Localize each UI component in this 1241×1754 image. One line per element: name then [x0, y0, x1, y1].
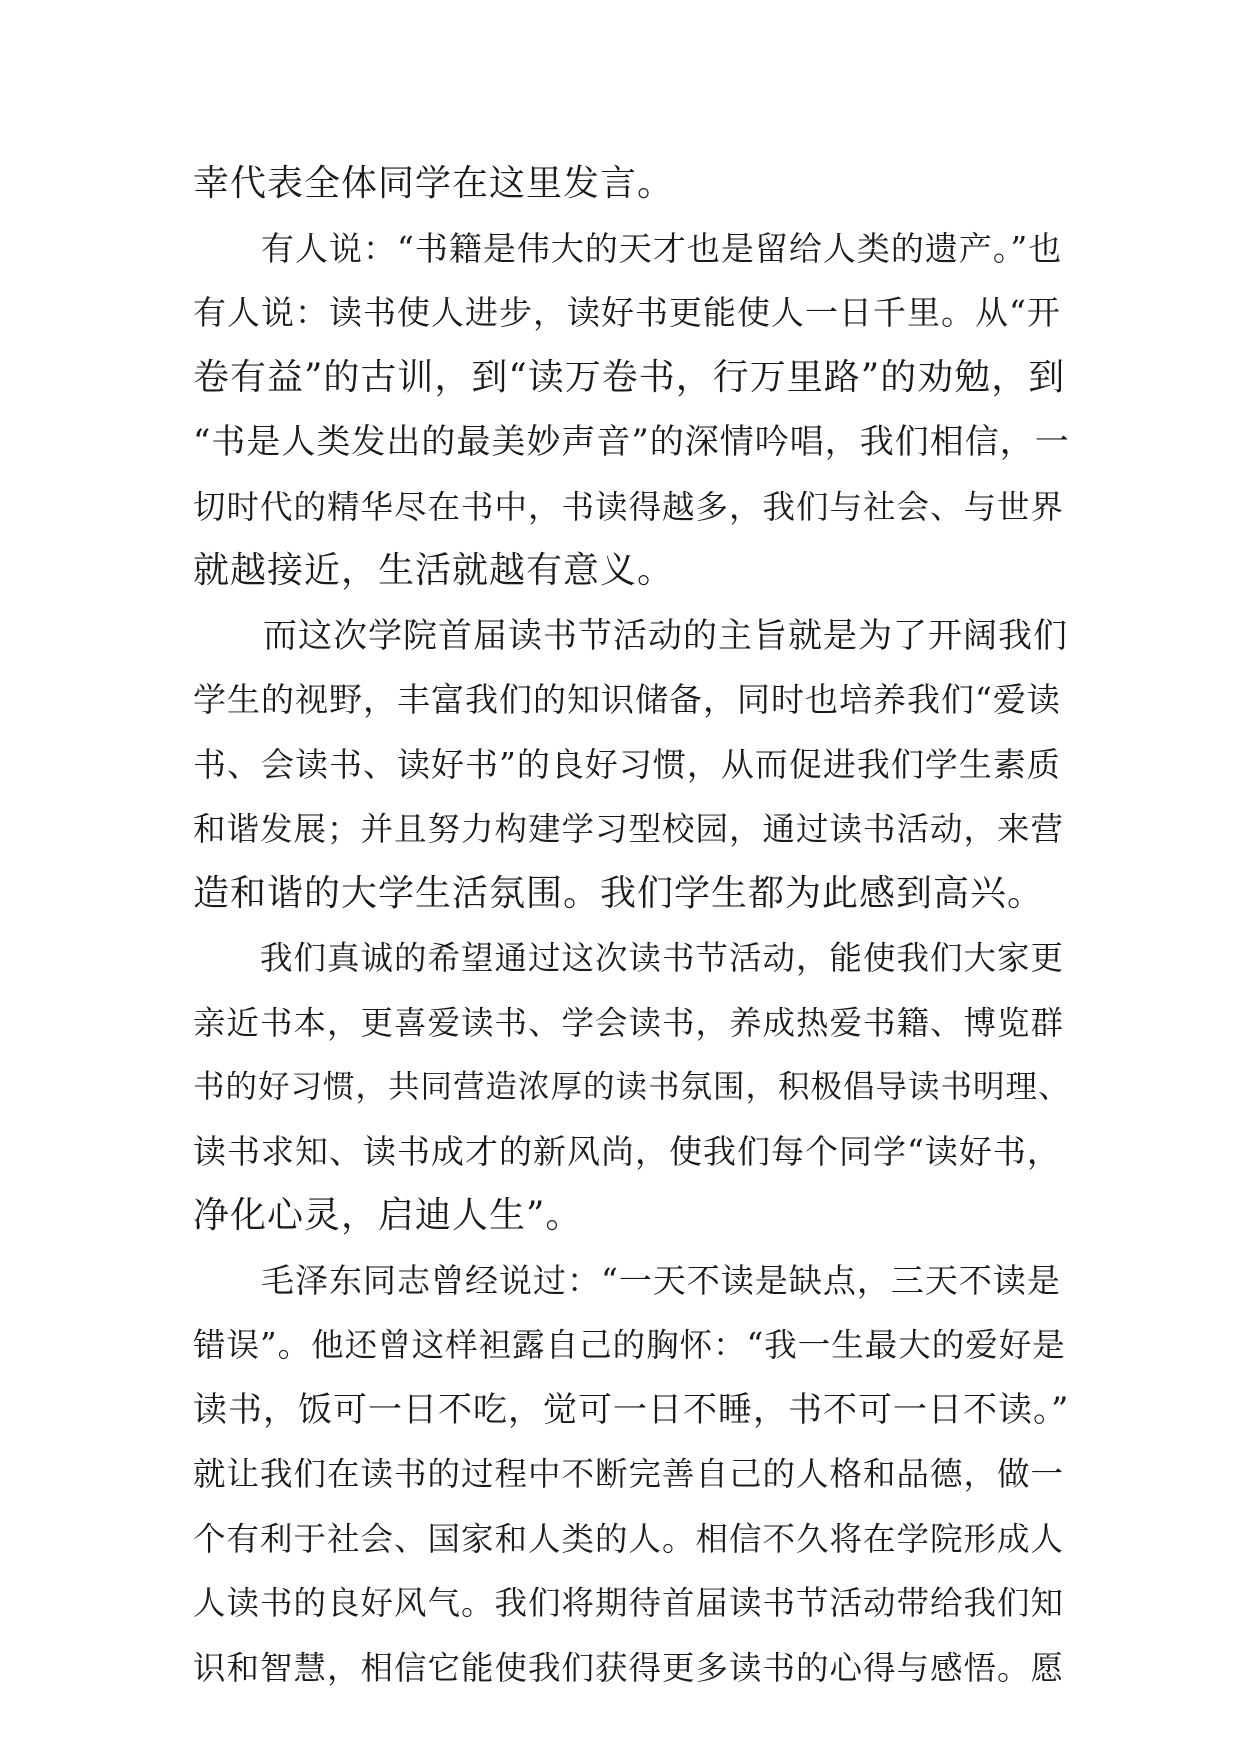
text-line: 毛泽东同志曾经说过：“一天不读是缺点，三天不读是	[193, 1260, 1061, 1300]
text-line: 错误”。他还曾这样袒露自己的胸怀：“我一生最大的爱好是	[193, 1326, 1066, 1364]
text-line: “书是人类发出的最美妙声音”的深情吟唱，我们相信，一	[193, 422, 1070, 462]
text-line: 而这次学院首届读书节活动的主旨就是为了开阔我们	[193, 615, 1068, 656]
text-line: 造和谐的大学生活氛围。我们学生都为此感到高兴。	[193, 872, 1045, 914]
text-line: 书的好习惯，共同营造浓厚的读书氛围，积极倡导读书明理、	[193, 1069, 1071, 1105]
text-line: 切时代的精华尽在书中，书读得越多，我们与社会、与世界	[193, 487, 1065, 526]
text-line: 净化心灵，启迪人生”。	[193, 1195, 583, 1236]
text-line: 就越接近，生活就越有意义。	[193, 550, 675, 591]
text-line: 和谐发展；并且努力构建学习型校园，通过读书活动，来营	[193, 810, 1065, 848]
text-line: 我们真诚的希望通过这次读书节活动，能使我们大家更	[193, 939, 1065, 977]
text-line: 学生的视野，丰富我们的知识储备，同时也培养我们“爱读	[193, 680, 1061, 719]
text-line: 就让我们在读书的过程中不断完善自己的人格和品德，做一	[193, 1455, 1065, 1493]
text-line: 识和智慧，相信它能使我们获得更多读书的心得与感悟。愿	[193, 1648, 1065, 1687]
text-line: 读书，饭可一日不吃，觉可一日不睡，书不可一日不读。”	[193, 1389, 1070, 1430]
text-line: 人读书的良好风气。我们将期待首届读书节活动带给我们知	[193, 1584, 1065, 1622]
text-line: 卷有益”的古训，到“读万卷书，行万里路”的劝勉，到	[193, 356, 1066, 398]
text-line: 读书求知、读书成才的新风尚，使我们每个同学“读好书，	[193, 1131, 1061, 1171]
text-line: 亲近书本，更喜爱读书、学会读书，养成热爱书籍、博览群	[193, 1003, 1065, 1042]
text-line: 有人说：“书籍是伟大的天才也是留给人类的遗产。”也	[193, 228, 1063, 268]
document-body	[193, 152, 1073, 1700]
text-line: 个有利于社会、国家和人类的人。相信不久将在学院形成人	[193, 1519, 1065, 1558]
text-line: 有人说：读书使人进步，读好书更能使人一日千里。从“开	[193, 293, 1061, 332]
text-line: 书、会读书、读好书”的良好习惯，从而促进我们学生素质	[193, 744, 1061, 784]
text-line: 幸代表全体同学在这里发言。	[193, 163, 675, 204]
